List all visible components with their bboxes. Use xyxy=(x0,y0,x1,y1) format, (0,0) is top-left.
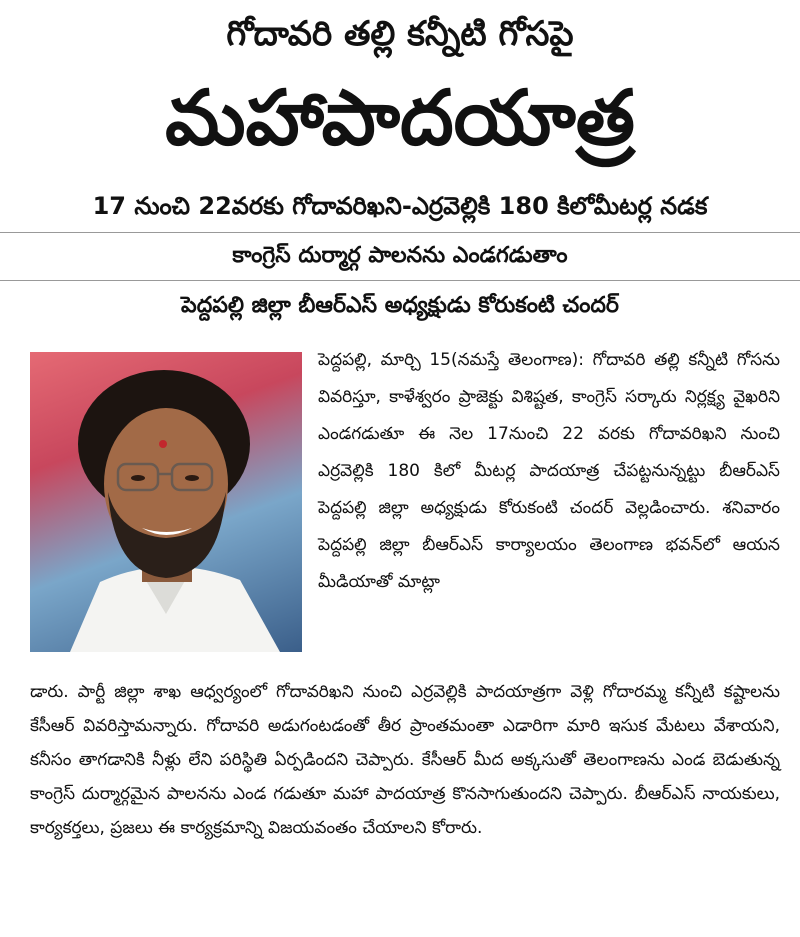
article-paragraph: డారు. పార్టీ జిల్లా శాఖ ఆధ్వర్యంలో గోదావరిఖని నుంచి ఎర్రవెల్లికి పాదయాత్రగా వెళ్లి గోదారమ్మ కన్నీటి కష్టాలను కేసీఆర్ వివరిస్తామన్నారు. గోదావరి అడుగంటడంతో తీర ప్రాంతమంతా ఎడారిగా మారి ఇసుక మేటలు వేశాయని, కనీసం తాగడానికి నీళ్లు లేని పరిస్థితి ఏర్పడిందని చెప్పారు. కేసీఆర్ మీద అక్కసుతో తెలంగాణను ఎండ బెడుతున్న కాంగ్రెస్ దుర్మార్గమైన పాలనను ఎండ గడుతూ మహా పాదయాత్ర కొనసాగుతుందని చెప్పారు. బీఆర్ఎస్ నాయకులు, కార్యకర్తలు, ప్రజలు ఈ కార్యక్రమాన్ని విజయవంతం చేయాలని కోరారు. xyxy=(30,682,780,838)
divider xyxy=(0,232,800,233)
deck-line-1: కాంగ్రెస్ దుర్మార్గ పాలనను ఎండగడుతాం xyxy=(232,243,568,268)
article-body-full xyxy=(30,675,780,845)
divider xyxy=(0,280,800,281)
kicker-headline: గోదావరి తల్లి కన్నీటి గోసపై xyxy=(226,14,574,54)
subheadline: 17 నుంచి 22వరకు గోదావరిఖని-ఎర్రవెల్లికి 180 కిలోమీటర్ల నడక xyxy=(92,192,708,220)
article-paragraph: పెద్దపల్లి, మార్చి 15(నమస్తే తెలంగాణ): గోదావరి తల్లి కన్నీటి గోసను వివరిస్తూ, కాళేశ్వరం ప్రాజెక్టు విశిష్టత, కాంగ్రెస్ సర్కారు నిర్లక్ష్య వైఖరిని ఎండగడుతూ ఈ నెల 17నుంచి 22 వరకు గోదావరిఖని నుంచి ఎర్రవెల్లికి 180 కిలో మీటర్ల పాదయాత్ర చేపట్టనున్నట్టు బీఆర్ఎస్ పెద్దపల్లి జిల్లా అధ్యక్షుడు కోరుకంటి చందర్ వెల్లడించారు. శనివారం పెద్దపల్లి జిల్లా బీఆర్ఎస్ కార్యాలయం తెలంగాణ భవన్‌లో ఆయన మీడియాతో మాట్లా xyxy=(318,350,781,592)
article-body-column xyxy=(318,342,780,601)
main-headline: మహాపాదయాత్ర xyxy=(165,73,635,162)
person-photo xyxy=(30,352,302,652)
deck-line-2: పెద్దపల్లి జిల్లా బీఆర్ఎస్ అధ్యక్షుడు కోరుకంటి చందర్ xyxy=(181,293,619,318)
